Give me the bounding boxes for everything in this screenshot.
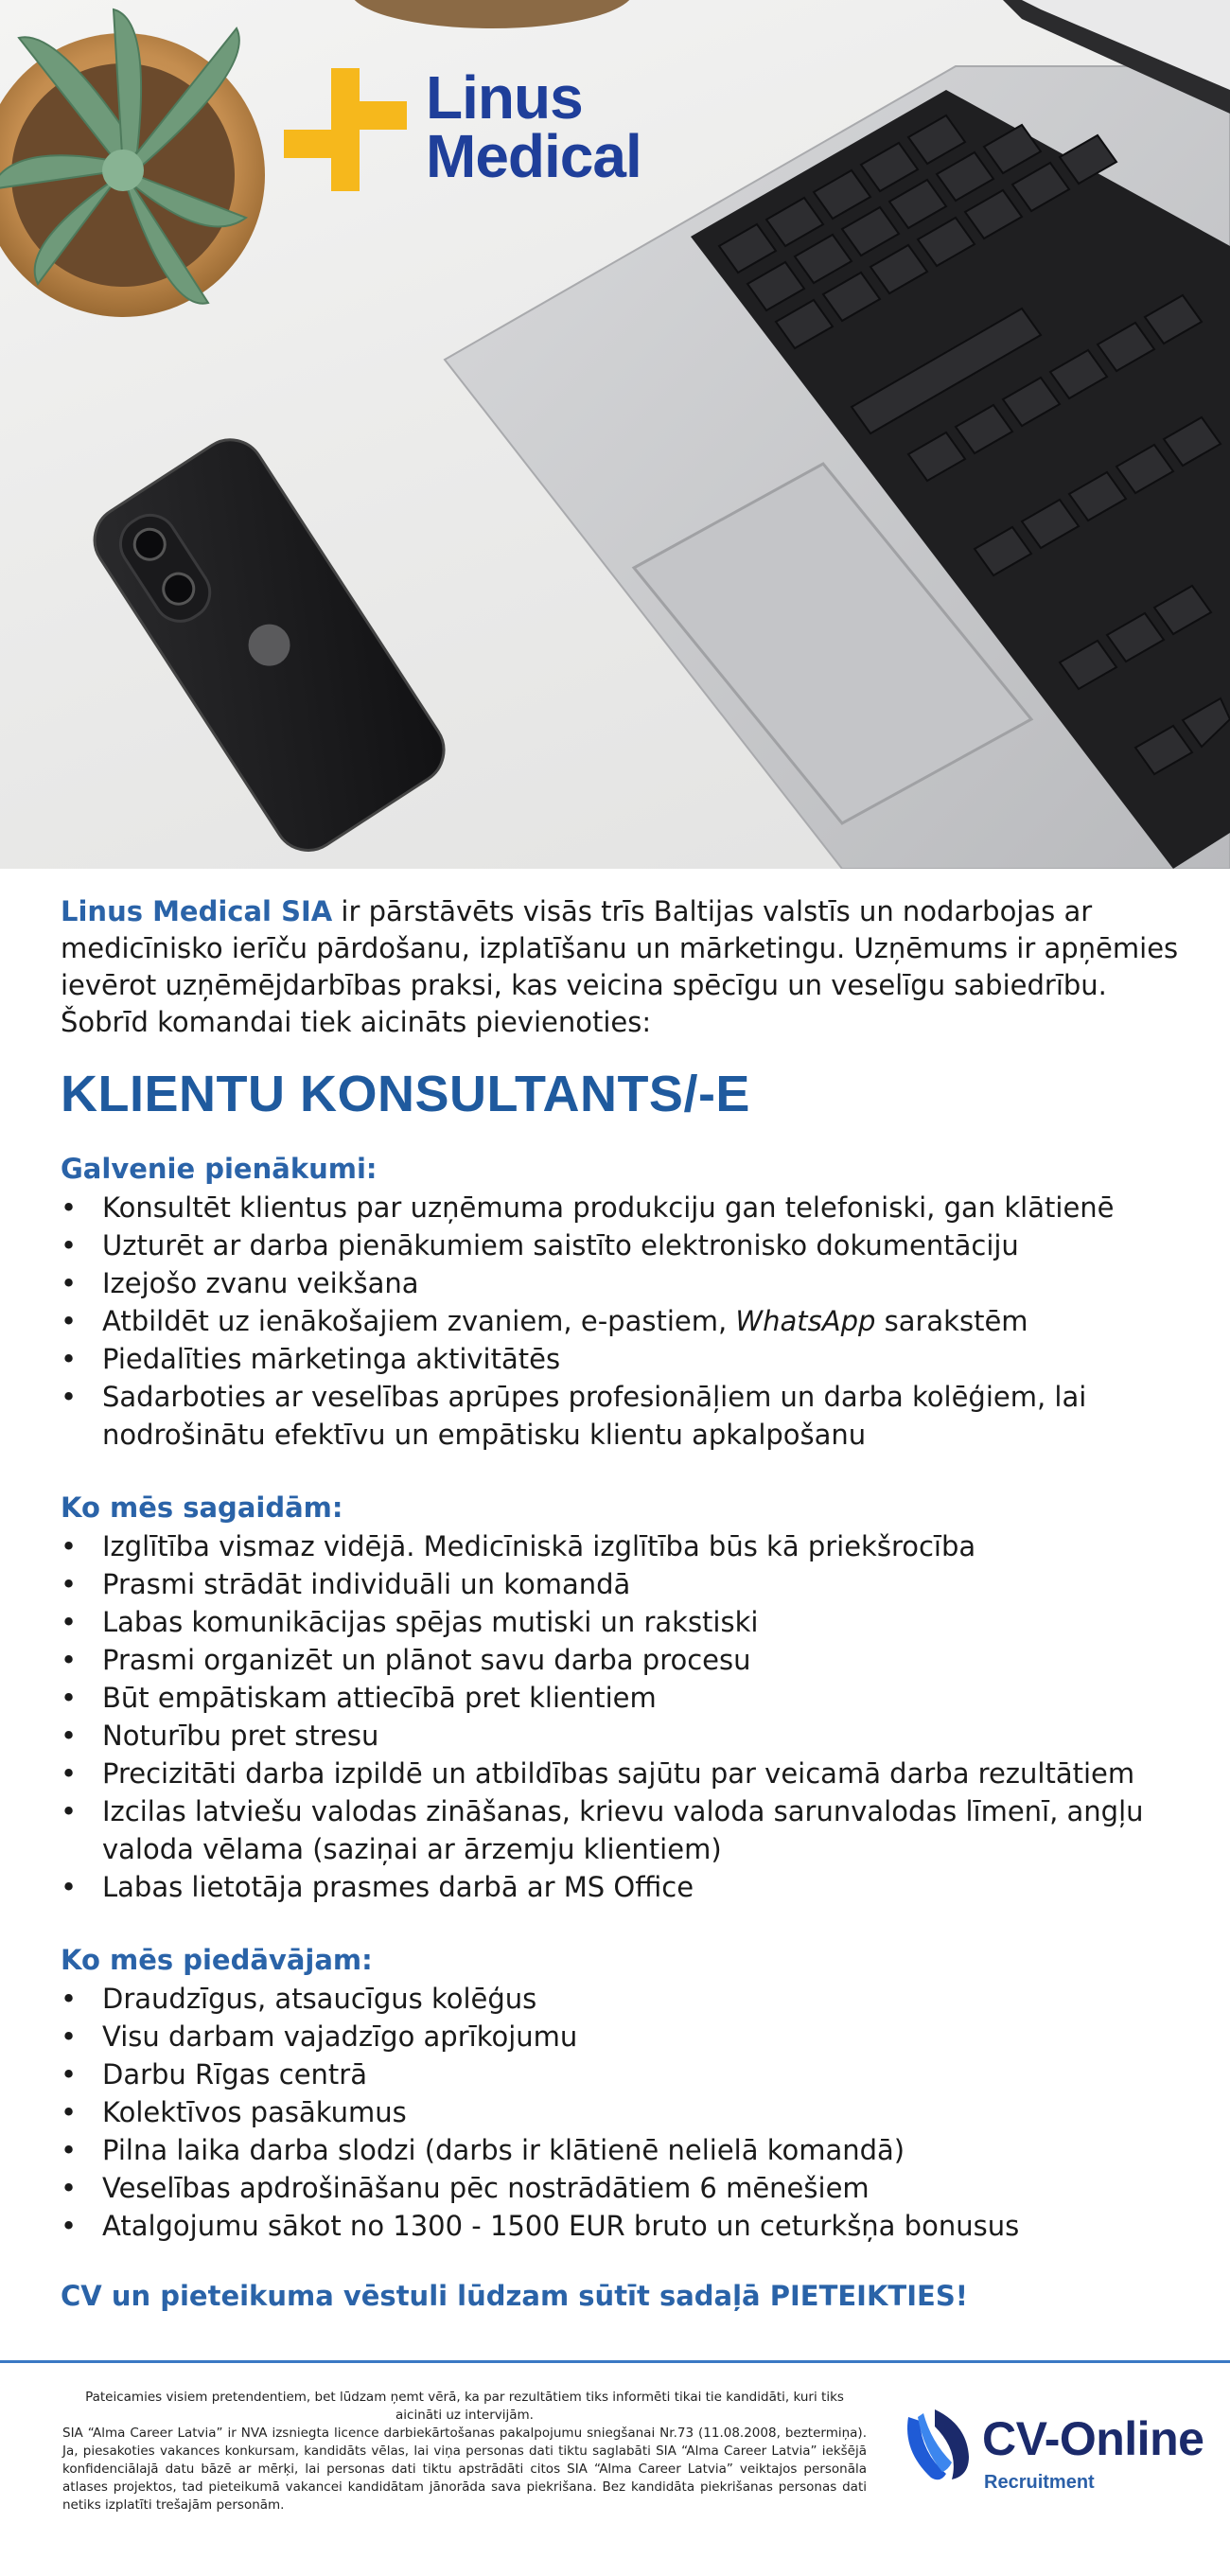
bullet: • [61, 2096, 78, 2128]
list-item: • Izejošo zvanu veikšana [61, 1264, 1186, 1302]
list-item: • Draudzīgus, atsaucīgus kolēģus [61, 1980, 1186, 2018]
company-name: Linus Medical SIA [61, 895, 333, 927]
list-item: • Visu darbam vajadzīgo aprīkojumu [61, 2018, 1186, 2056]
list-item: • Precizitāti darba izpildē un atbildības sajūtu par veicamā darba rezultātiem [61, 1755, 1186, 1792]
list-item: • Kolektīvos pasākumus [61, 2093, 1186, 2131]
list-item: • Labas komunikācijas spējas mutiski un rakstiski [61, 1603, 1186, 1641]
footer-divider [0, 2360, 1230, 2363]
linus-medical-logo [284, 63, 700, 201]
cv-online-wordmark: CV-Online [982, 2412, 1204, 2465]
bullet: • [61, 2172, 78, 2204]
bullet: • [61, 1343, 78, 1375]
bullet: • [61, 1191, 78, 1224]
list-item: • Darbu Rīgas centrā [61, 2056, 1186, 2093]
bullet: • [61, 1682, 78, 1714]
bullet: • [61, 1983, 78, 2015]
duties-list [61, 1189, 1186, 1454]
logo-wordmark [426, 63, 641, 190]
legal-disclaimer [62, 2389, 867, 2514]
offer-list [61, 1980, 1186, 2245]
intro-text: ir pārstāvēts visās trīs Baltijas valstīs un nodarbojas ar medicīnisko ierīču pārdošanu, izplatīšanu un mārketingu. Uzņēmums ir apņēmies ievērot uzņēmējdarbības praksi, kas veicina spēcīgu un veselīgu sabiedrību. Šobrīd komandai tiek aicināts pievienoties: [61, 895, 1179, 1038]
bullet: • [61, 2210, 78, 2242]
duties-section [61, 1151, 1186, 1454]
expect-heading: Ko mēs sagaidām: [61, 1491, 343, 1524]
bullet: • [61, 1305, 78, 1337]
coaster [350, 0, 634, 28]
list-item: • Labas lietotāja prasmes darbā ar MS Office [61, 1868, 1186, 1906]
bullet: • [61, 1229, 78, 1262]
list-item: • Prasmi strādāt individuāli un komandā [61, 1565, 1186, 1603]
expect-section [61, 1490, 1186, 1906]
intro-paragraph [61, 893, 1186, 1041]
offer-heading: Ko mēs piedāvājam: [61, 1944, 373, 1976]
list-item: • Prasmi organizēt un plānot savu darba procesu [61, 1641, 1186, 1679]
list-item: • Atbildēt uz ienākošajiem zvaniem, e-pastiem, WhatsApp sarakstēm [61, 1302, 1186, 1340]
list-item: • Piedalīties mārketinga aktivitātēs [61, 1340, 1186, 1378]
bullet: • [61, 2020, 78, 2053]
bullet: • [61, 1871, 78, 1903]
bullet: • [61, 1757, 78, 1790]
plant-pot-icon [0, 9, 265, 317]
phone-icon [81, 427, 456, 863]
offer-section [61, 1942, 1186, 2245]
bullet: • [61, 1381, 78, 1413]
duties-heading: Galvenie pienākumi: [61, 1153, 378, 1185]
job-title: KLIENTU KONSULTANTS/-E [61, 1066, 750, 1122]
cv-online-logo [899, 2404, 1211, 2508]
list-item: • Pilna laika darba slodzi (darbs ir klātienē nelielā komandā) [61, 2131, 1186, 2169]
job-description [61, 893, 1186, 2315]
whatsapp-term: WhatsApp [735, 1305, 876, 1337]
logo-line-2: Medical [426, 122, 641, 190]
bullet: • [61, 1530, 78, 1562]
cv-online-subtitle: Recruitment [984, 2472, 1095, 2493]
legal-line-2: SIA “Alma Career Latvia” ir NVA izsniegta licence darbiekārtošanas pakalpojumu sniegšanai Nr.73 (11.08.2008, beztermiņa). Ja, piesakoties vakances konkursam, kandidāts vēlas, lai viņa personas dati tiktu saglabāti SIA “Alma Career Latvia” iekšējā konfidenciālajā datu bāzē ar mērķi, lai personas dati tiktu apstrādāti citos SIA “Alma Career Latvia” veiktajos personāla atlases projektos, tad pieteikumā vakancei kandidātam jānorāda sava piekrišana. Bez kandidāta piekrišanas personas dati netiks izplatīti trešajām personām. [62, 2426, 867, 2513]
bullet: • [61, 1606, 78, 1638]
bullet: • [61, 2134, 78, 2166]
medical-cross-icon [284, 68, 407, 191]
list-item: • Konsultēt klientus par uzņēmuma produkciju gan telefoniski, gan klātienē [61, 1189, 1186, 1226]
bullet: • [61, 1568, 78, 1600]
legal-line-1: Pateicamies visiem pretendentiem, bet lūdzam ņemt vērā, ka par rezultātiem tiks informēti tikai tie kandidāti, kuri tiks aicināti uz intervijām. [85, 2390, 844, 2423]
bullet: • [61, 1267, 78, 1299]
list-item: • Izglītība vismaz vidējā. Medicīniskā izglītība būs kā priekšrocība [61, 1527, 1186, 1565]
cv-online-mark-icon [899, 2404, 980, 2485]
list-item: • Būt empātiskam attiecībā pret klientiem [61, 1679, 1186, 1717]
list-item: • Noturību pret stresu [61, 1717, 1186, 1755]
logo-line-1: Linus [426, 63, 583, 132]
list-item: • Uzturēt ar darba pienākumiem saistīto elektronisko dokumentāciju [61, 1226, 1186, 1264]
list-item: • Veselības apdrošināšanu pēc nostrādātiem 6 mēnešiem [61, 2169, 1186, 2207]
list-item: • Izcilas latviešu valodas zināšanas, krievu valoda sarunvalodas līmenī, angļu valoda vēlama (saziņai ar ārzemju klientiem) [61, 1792, 1186, 1868]
apply-instruction: CV un pieteikuma vēstuli lūdzam sūtīt sadaļā PIETEIKTIES! [61, 2280, 968, 2312]
list-item: • Atalgojumu sākot no 1300 - 1500 EUR bruto un ceturkšņa bonusus [61, 2207, 1186, 2245]
bullet: • [61, 1720, 78, 1752]
expect-list [61, 1527, 1186, 1906]
bullet: • [61, 2058, 78, 2091]
list-item: • Sadarboties ar veselības aprūpes profesionāļiem un darba kolēģiem, lai nodrošinātu efektīvu un empātisku klientu apkalpošanu [61, 1378, 1186, 1454]
hero-image [0, 0, 1230, 869]
bullet: • [61, 1644, 78, 1676]
bullet: • [61, 1795, 78, 1827]
